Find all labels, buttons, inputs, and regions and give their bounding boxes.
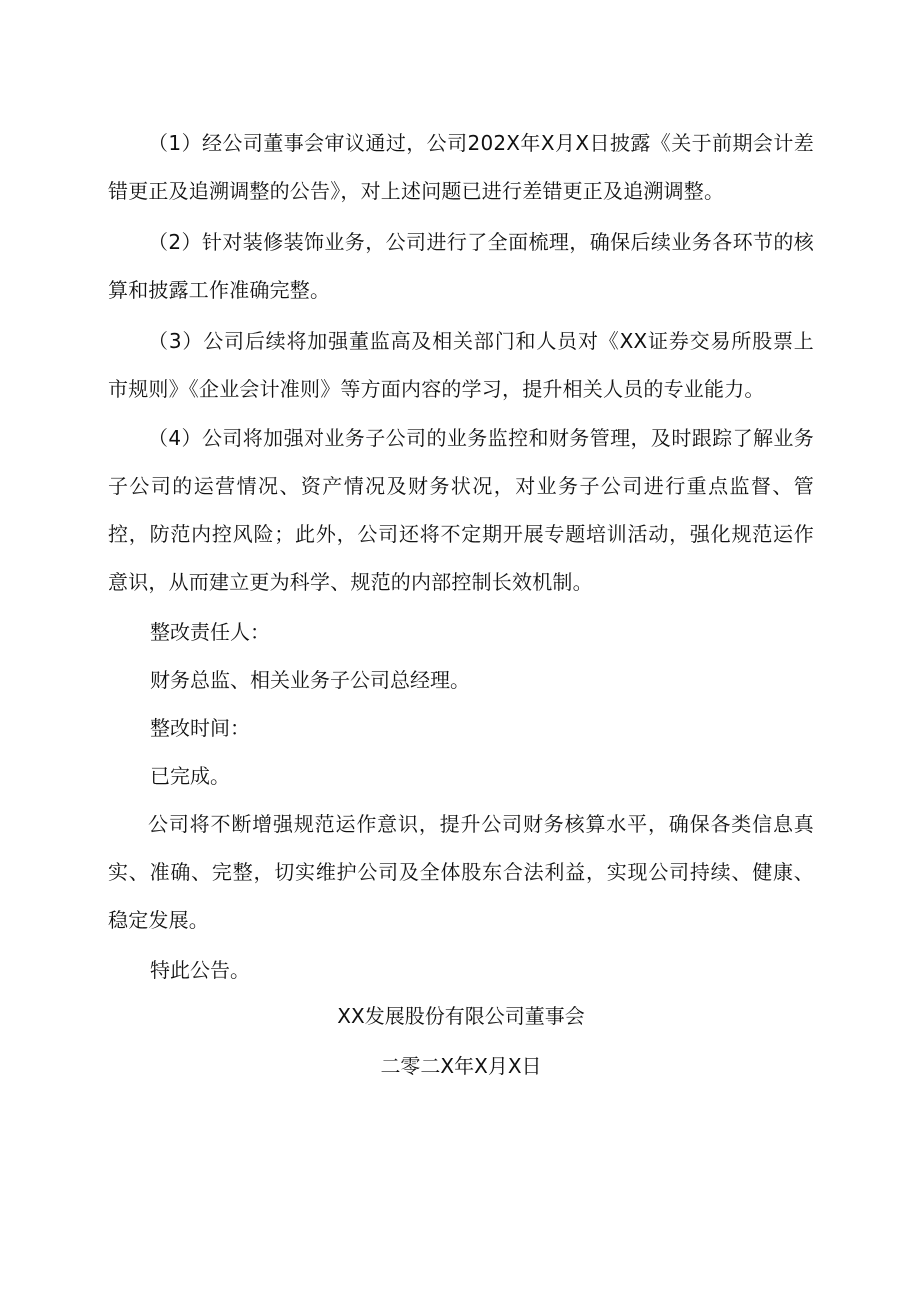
signature-date: 二零二X年X月X日	[380, 1054, 542, 1078]
time-label: 整改时间：	[150, 716, 250, 740]
measure-paragraph-2: （2）针对装修装饰业务，公司进行了全面梳理，确保后续业务各环节的核算和披露工作准确完整。	[108, 230, 814, 302]
time-value: 已完成。	[150, 764, 230, 788]
responsible-label: 整改责任人：	[150, 620, 270, 644]
signature-company: XX发展股份有限公司董事会	[337, 1004, 585, 1028]
closing-paragraph: 公司将不断增强规范运作意识，提升公司财务核算水平，确保各类信息真实、准确、完整，切实维护公司及全体股东合法利益，实现公司持续、健康、稳定发展。	[108, 812, 814, 932]
responsible-value: 财务总监、相关业务子公司总经理。	[150, 668, 470, 692]
announcement-text: 特此公告。	[150, 958, 250, 982]
measure-paragraph-4: （4）公司将加强对业务子公司的业务监控和财务管理，及时跟踪了解业务子公司的运营情况、资产情况及财务状况，对业务子公司进行重点监督、管控，防范内控风险；此外，公司还将不定期开展专题培训活动，强化规范运作意识，从而建立更为科学、规范的内部控制长效机制。	[108, 426, 814, 594]
measure-paragraph-1: （1）经公司董事会审议通过，公司202X年X月X日披露《关于前期会计差错更正及追溯调整的公告》，对上述问题已进行差错更正及追溯调整。	[108, 131, 814, 203]
measure-paragraph-3: （3）公司后续将加强董监高及相关部门和人员对《XX证券交易所股票上市规则》《企业会计准则》等方面内容的学习，提升相关人员的专业能力。	[108, 329, 814, 401]
